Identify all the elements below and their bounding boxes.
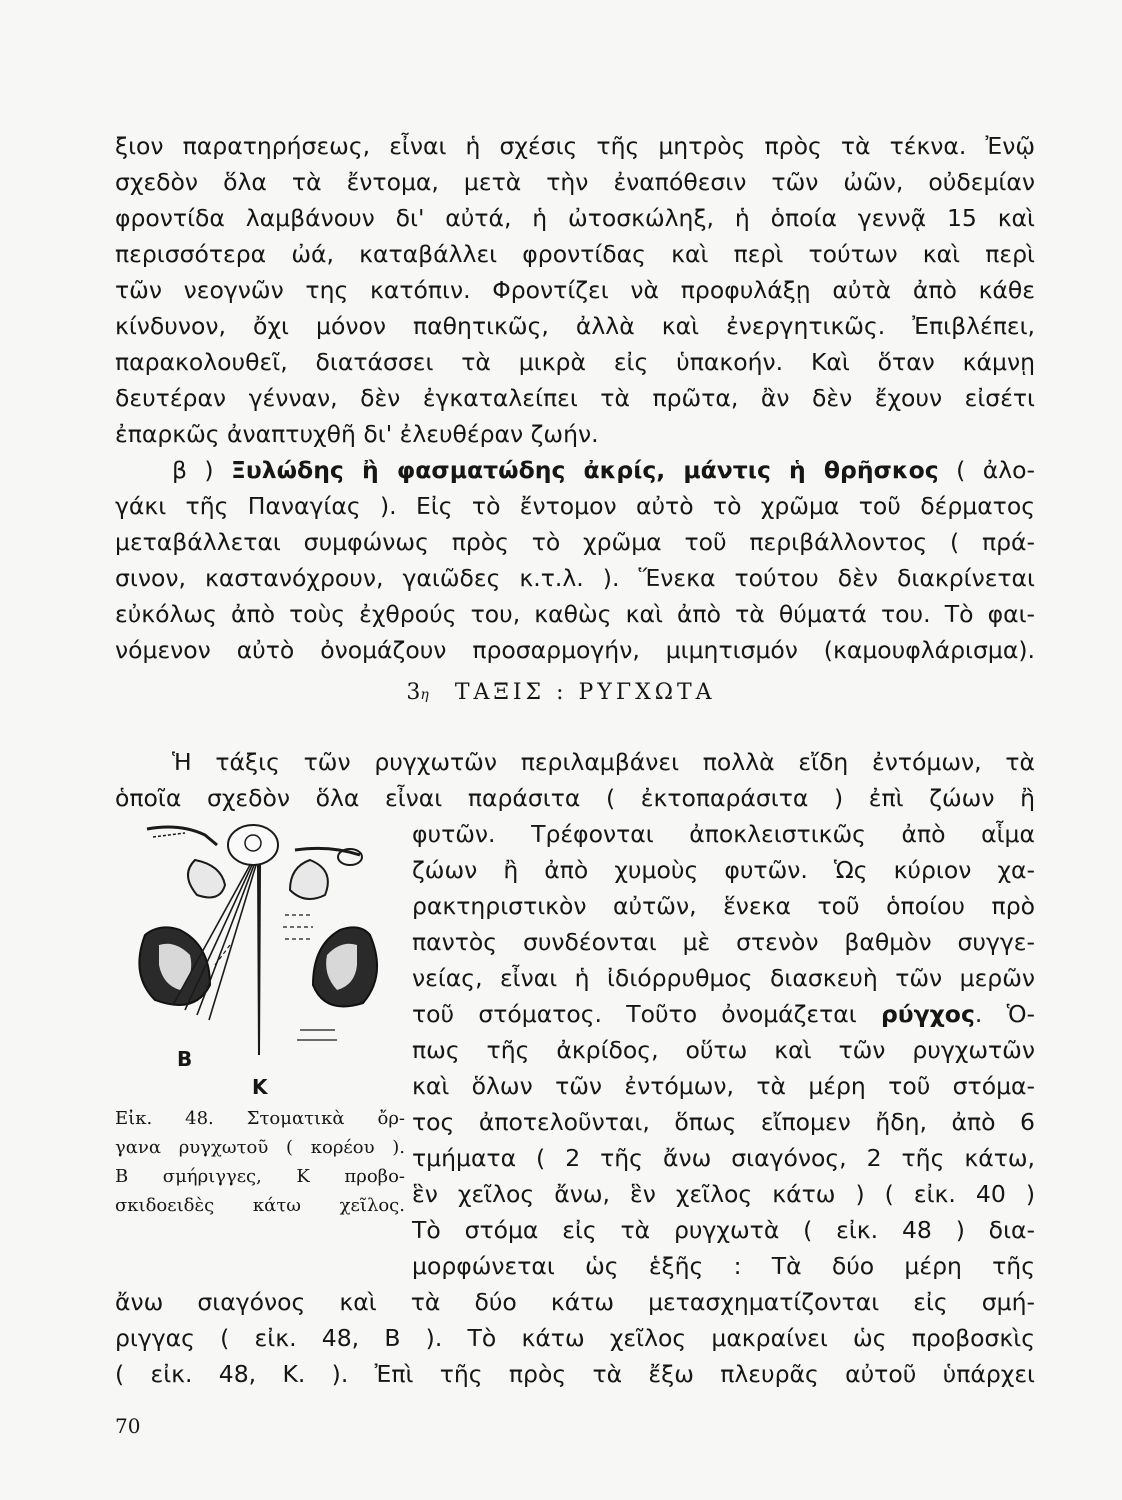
section-number: 3 [406,680,421,705]
text-line: ρακτηριστικὸν αὐτῶν, ἕνεκα τοῦ ὁποίου πρὸ [412,892,1035,920]
caption-line: Εἰκ. 48. Στοματικὰ ὄρ- [115,1108,405,1129]
text-line: Τὸ στόμα εἰς τὰ ρυγχωτὰ ( εἰκ. 48 ) δια- [412,1216,1035,1244]
caption-line: γανα ρυγχωτοῦ ( κορέου ). [115,1137,405,1158]
text-line: ζώων ἢ ἀπὸ χυμοὺς φυτῶν. Ὡς κύριον χα- [412,856,1035,884]
section-number-suffix: η [420,687,433,703]
text-line: παντὸς συνδέονται μὲ στενὸν βαθμὸν συγγε- [412,928,1035,956]
text-line: δευτέραν γένναν, δὲν ἐγκαταλείπει τὰ πρῶτα, ἂν δὲν ἔχουν εἰσέτι [115,384,1035,412]
text-line: εὐκόλως ἀπὸ τοὺς ἐχθρούς του, καθὼς καὶ ἀπὸ τὰ θύματά του. Τὸ φαι- [115,600,1035,628]
text-line: γάκι τῆς Παναγίας ). Εἰς τὸ ἔντομον αὐτὸ τὸ χρῶμα τοῦ δέρματος [115,492,1035,520]
section-title: ΤΑΞΙΣ : ΡΥΓΧΩΤΑ [454,680,716,705]
text-line: Ἡ τάξις τῶν ρυγχωτῶν περιλαμβάνει πολλὰ εἴδη ἐντόμων, τὰ [172,748,1035,776]
text-line: τμήματα ( 2 τῆς ἄνω σιαγόνος, 2 τῆς κάτω, [412,1144,1035,1172]
text-line: ξιον παρατηρήσεως, εἶναι ἡ σχέσις τῆς μητρὸς πρὸς τὰ τέκνα. Ἐνῷ [115,132,1035,160]
text-line: ( εἰκ. 48, Κ. ). Ἐπὶ τῆς πρὸς τὰ ἔξω πλευρᾶς αὐτοῦ ὑπάρχει [115,1360,1035,1388]
page-number: 70 [115,1414,141,1438]
text-line: τος ἀποτελοῦνται, ὅπως εἴπομεν ἤδη, ἀπὸ 6 [412,1108,1035,1136]
text-line: καὶ ὅλων τῶν ἐντόμων, τὰ μέρη τοῦ στόμα- [412,1072,1035,1100]
text-span: τοῦ στόματος. Τοῦτο ὀνομάζεται [412,1000,881,1028]
bold-term: Ξυλώδης ἢ φασματώδης ἀκρίς, μάντις ἡ θρῆσκος [231,456,939,484]
figure-label-k: Κ [252,1075,268,1099]
text-line: νόμενον αὐτὸ ὀνομάζουν προσαρμογήν, μιμητισμόν (καμουφλάρισμα). [115,636,1035,664]
text-line: τῶν νεογνῶν της κατόπιν. Φροντίζει νὰ προφυλάξῃ αὐτὰ ἀπὸ κάθε [115,276,1035,304]
caption-line: σκιδοειδὲς κάτω χεῖλος. [115,1195,405,1216]
text-line: κίνδυνον, ὄχι μόνον παθητικῶς, ἀλλὰ καὶ ἐνεργητικῶς. Ἐπιβλέπει, [115,312,1035,340]
text-line: μεταβάλλεται συμφώνως πρὸς τὸ χρῶμα τοῦ περιβάλλοντος ( πρά- [115,528,1035,556]
text-line: ἓν χεῖλος ἄνω, ἓν χεῖλος κάτω ) ( εἰκ. 40 ) [412,1180,1035,1208]
text-line: σχεδὸν ὅλα τὰ ἔντομα, μετὰ τὴν ἐναπόθεσιν τῶν ὠῶν, οὐδεμίαν [115,168,1035,196]
text-line: περισσότερα ὠά, καταβάλλει φροντίδας καὶ περὶ τούτων καὶ περὶ [115,240,1035,268]
figure-label-b: Β [177,1047,193,1071]
text-line-heading [172,452,1035,488]
text-line: ἐπαρκῶς ἀναπτυχθῆ δι' ἐλευθέραν ζωήν. [115,420,599,448]
text-line: φυτῶν. Τρέφονται ἀποκλειστικῶς ἀπὸ αἷμα [412,820,1035,848]
text-span: ( ἀλο- [938,456,1035,484]
section-heading [0,680,1122,705]
text-line: πως τῆς ἀκρίδος, οὕτω καὶ τῶν ρυγχωτῶν [412,1036,1035,1064]
text-line: φροντίδα λαμβάνουν δι' αὐτά, ἡ ὠτοσκώληξ, ἡ ὁποία γεννᾷ 15 καὶ [115,204,1035,232]
text-line: ὁποῖα σχεδὸν ὅλα εἶναι παράσιτα ( ἐκτοπαράσιτα ) ἐπὶ ζώων ἢ [115,784,1035,812]
text-line: ριγγας ( εἰκ. 48, Β ). Τὸ κάτω χεῖλος μακραίνει ὡς προβοσκὶς [115,1324,1035,1352]
text-line-rygchos [412,996,1035,1032]
text-line: μορφώνεται ὡς ἑξῆς : Τὰ δύο μέρη τῆς [412,1252,1035,1280]
text-span: . Ὁ- [974,1000,1035,1028]
item-marker: β ) [172,456,232,484]
text-line: ἄνω σιαγόνος καὶ τὰ δύο κάτω μετασχηματίζονται εἰς σμή- [115,1288,1035,1316]
figure-48-mouthparts [125,815,400,1105]
bold-term: ρύγχος [880,1000,975,1028]
bug-mouthparts-illustration [125,815,400,1105]
text-line: νείας, εἶναι ἡ ἰδιόρρυθμος διασκευὴ τῶν μερῶν [412,964,1035,992]
text-line: παρακολουθεῖ, διατάσσει τὰ μικρὰ εἰς ὑπακοήν. Καὶ ὅταν κάμνῃ [115,348,1035,376]
text-line: σινον, καστανόχρουν, γαιῶδες κ.τ.λ. ). Ἕνεκα τούτου δὲν διακρίνεται [115,564,1035,592]
caption-line: Β σμήριγγες, Κ προβο- [115,1166,405,1187]
